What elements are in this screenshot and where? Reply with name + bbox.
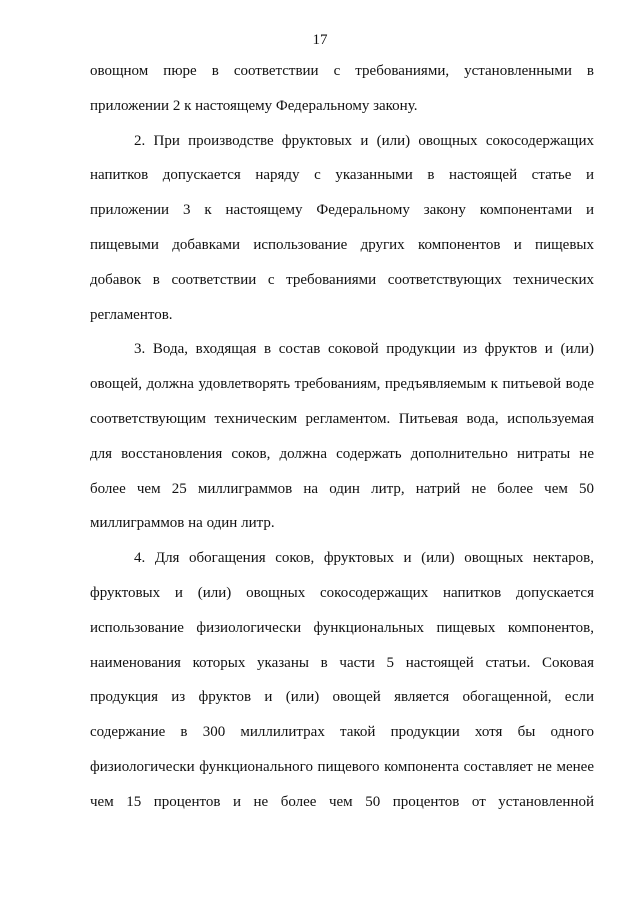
text-line: наименования которых указаны в части 5 настоящей статьи. Соковая	[90, 654, 594, 671]
text-line: использование физиологически функциональных пищевых компонентов,	[90, 619, 594, 636]
text-line: добавок в соответствии с требованиями соответствующих технических	[90, 271, 594, 288]
paragraph-item-4	[90, 541, 594, 819]
text-line: 3. Вода, входящая в состав соковой продукции из фруктов и (или)	[134, 341, 594, 358]
text-line: чем 15 процентов и не более чем 50 процентов от установленной	[90, 793, 594, 810]
text-line: приложении 2 к настоящему Федеральному закону.	[90, 97, 418, 114]
text-line: напитков допускается наряду с указанными в настоящей статье и	[90, 167, 594, 184]
text-line: физиологически функционального пищевого компонента составляет не менее	[90, 758, 594, 775]
text-line: 4. Для обогащения соков, фруктовых и (или) овощных нектаров,	[134, 550, 594, 567]
text-line: регламентов.	[90, 306, 173, 323]
paragraph-item-3	[90, 332, 594, 541]
text-line: для восстановления соков, должна содержать дополнительно нитраты не	[90, 445, 594, 462]
text-line: более чем 25 миллиграммов на один литр, натрий не более чем 50	[90, 480, 594, 497]
text-line: продукция из фруктов и (или) овощей является обогащенной, если	[90, 689, 594, 706]
text-line: овощей, должна удовлетворять требованиям, предъявляемым к питьевой воде	[90, 376, 594, 393]
text-line: пищевыми добавками использование других компонентов и пищевых	[90, 236, 594, 253]
text-line: 2. При производстве фруктовых и (или) овощных сокосодержащих	[134, 132, 594, 149]
paragraph-continuation	[90, 54, 594, 124]
text-line: миллиграммов на один литр.	[90, 515, 275, 532]
text-line: овощном пюре в соответствии с требованиями, установленными в	[90, 63, 594, 79]
document-body	[90, 54, 594, 820]
text-line: соответствующим техническим регламентом. Питьевая вода, используемая	[90, 410, 594, 427]
text-line: приложении 3 к настоящему Федеральному закону компонентами и	[90, 202, 594, 219]
page-number: 17	[312, 32, 328, 48]
text-line: содержание в 300 миллилитрах такой продукции хотя бы одного	[90, 724, 594, 741]
text-line: фруктовых и (или) овощных сокосодержащих напитков допускается	[90, 584, 594, 601]
paragraph-item-2	[90, 124, 594, 333]
